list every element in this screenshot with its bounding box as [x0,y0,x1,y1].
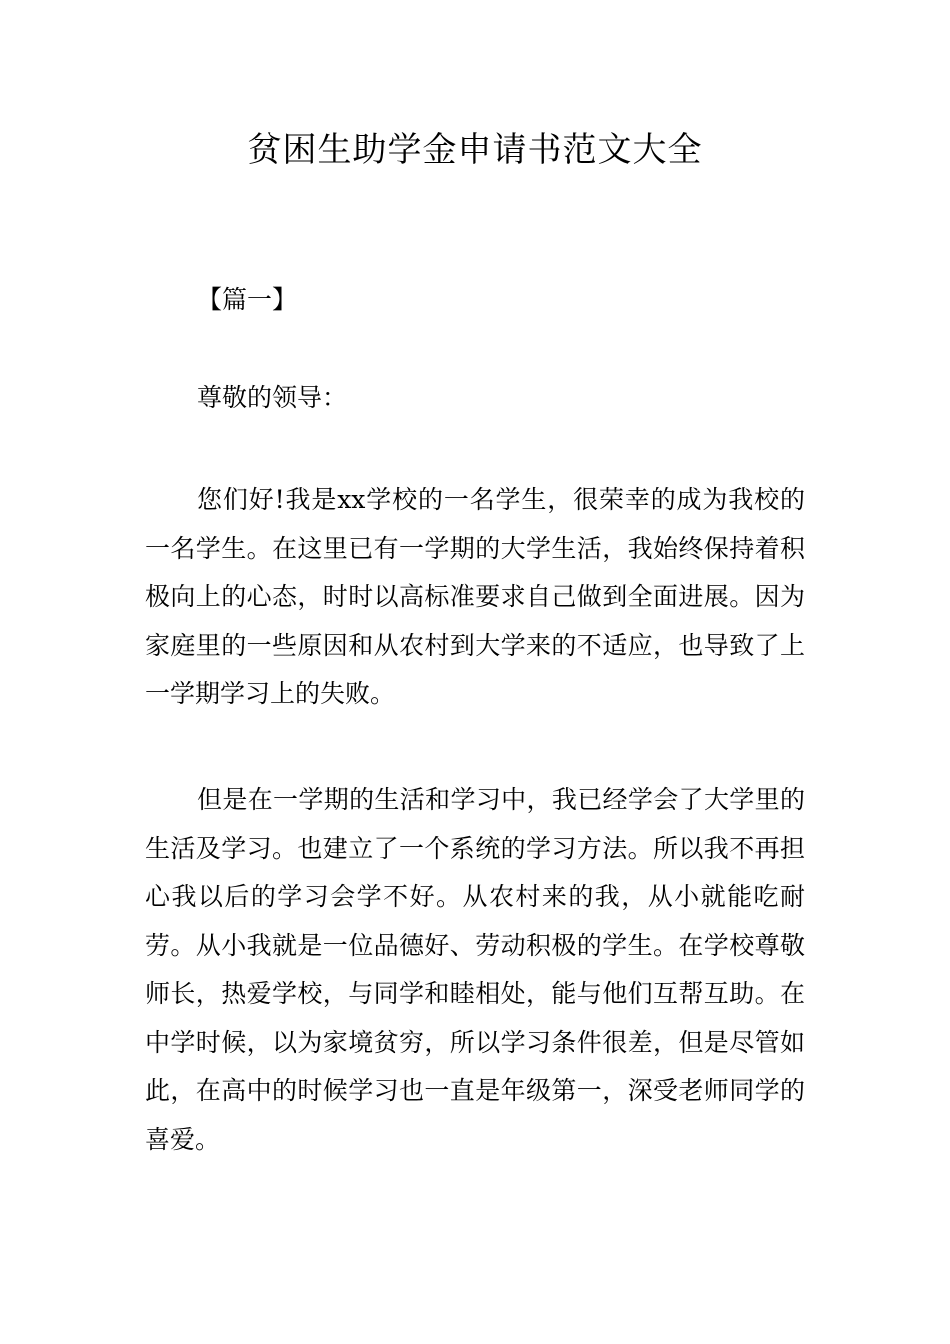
document-title: 贫困生助学金申请书范文大全 [247,130,703,170]
salutation: 尊敬的领导： [197,383,348,412]
section-label: 【篇一】 [197,285,298,314]
body-paragraph-2: 但是在一学期的生活和学习中，我已经学会了大学里的生活及学习。也建立了一个系统的学习方法。所以我不再担心我以后的学习会学不好。从农村来的我，从小就能吃耐劳。从小我就是一位品德好、劳动积极的学生。在学校尊敬师长，热爱学校，与同学和睦相处，能与他们互帮互助。在中学时候，以为家境贫穷，所以学习条件很差，但是尽管如此，在高中的时候学习也一直是年级第一，深受老师同学的喜爱。 [145,785,805,1154]
body-paragraph-1: 您们好!我是xx学校的一名学生，很荣幸的成为我校的一名学生。在这里已有一学期的大学生活，我始终保持着积极向上的心态，时时以高标准要求自己做到全面进展。因为家庭里的一些原因和从农村到大学来的不适应，也导致了上一学期学习上的失败。 [145,485,805,708]
